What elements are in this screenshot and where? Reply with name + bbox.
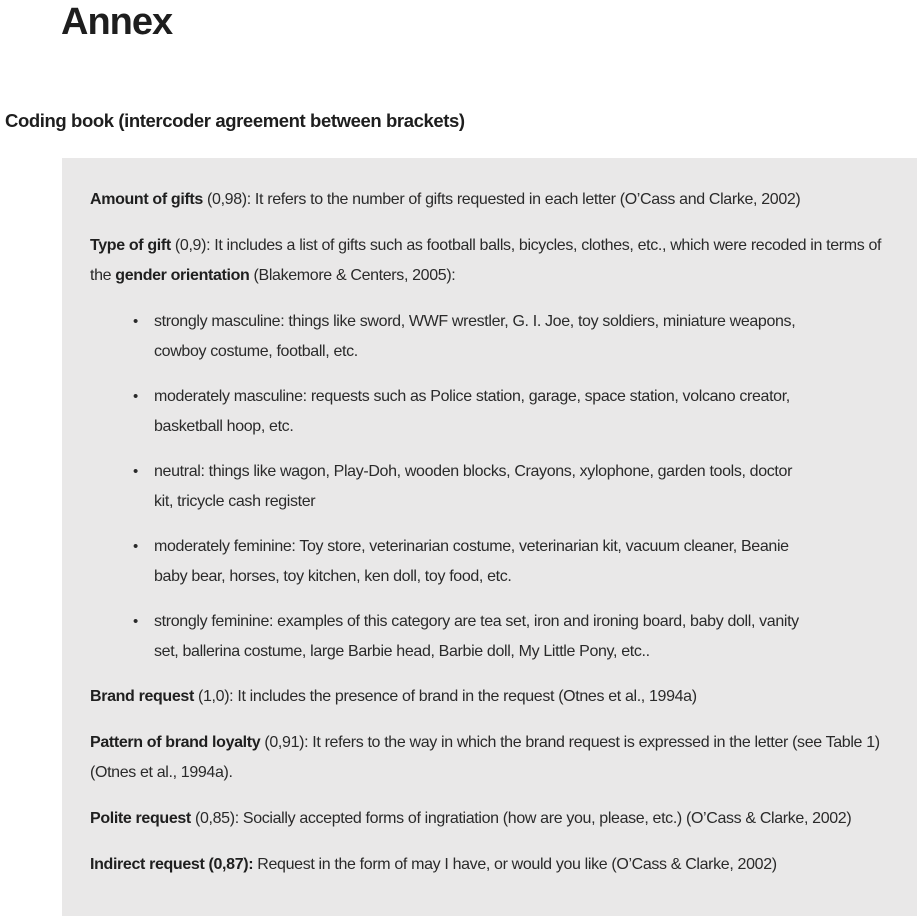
bullet-icon: • [133, 463, 138, 480]
bullet-icon: • [133, 313, 138, 330]
coding-entry: Amount of gifts (0,98): It refers to the number of gifts requested in each letter (O’Cass and Clarke, 2002) [90, 191, 801, 208]
coding-book-heading: Coding book (intercoder agreement between brackets) [5, 110, 465, 131]
bullet-item [90, 532, 885, 592]
bullet-icon: • [133, 613, 138, 630]
bullet-item [90, 382, 885, 442]
coding-book-panel [62, 158, 917, 916]
page-title: Annex [61, 1, 173, 43]
bullet-text: moderately masculine: requests such as Police station, garage, space station, volcano creator, basketball hoop, etc. [154, 388, 790, 435]
bullet-icon: • [133, 538, 138, 555]
bullet-text: neutral: things like wagon, Play-Doh, wooden blocks, Crayons, xylophone, garden tools, doctor kit, tricycle cash register [154, 463, 793, 510]
coding-entry: Indirect request (0,87): Request in the form of may I have, or would you like (O’Cass & Clarke, 2002) [90, 856, 777, 873]
coding-entry: Brand request (1,0): It includes the presence of brand in the request (Otnes et al., 1994a) [90, 688, 697, 705]
bullet-item [90, 457, 885, 517]
coding-entry: Type of gift (0,9): It includes a list of gifts such as football balls, bicycles, clothes, etc., which were recoded in terms of the gender orientation (Blakemore & Centers, 2005): [90, 237, 882, 284]
bullet-text: strongly masculine: things like sword, WWF wrestler, G. I. Joe, toy soldiers, miniature weapons, cowboy costume, football, etc. [154, 313, 796, 360]
coding-entry: Pattern of brand loyalty (0,91): It refers to the way in which the brand request is expressed in the letter (see Table 1) (Otnes et al., 1994a). [90, 734, 880, 781]
bullet-text: moderately feminine: Toy store, veterinarian costume, veterinarian kit, vacuum cleaner, Beanie baby bear, horses, toy kitchen, ken doll, toy food, etc. [154, 538, 789, 585]
bullet-item [90, 307, 885, 367]
bullet-item [90, 607, 885, 667]
bullet-icon: • [133, 388, 138, 405]
bullet-text: strongly feminine: examples of this category are tea set, iron and ironing board, baby doll, vanity set, ballerina costume, large Barbie head, Barbie doll, My Little Pony, etc.. [154, 613, 799, 660]
coding-entry: Polite request (0,85): Socially accepted forms of ingratiation (how are you, please, etc.) (O’Cass & Clarke, 2002) [90, 810, 852, 827]
